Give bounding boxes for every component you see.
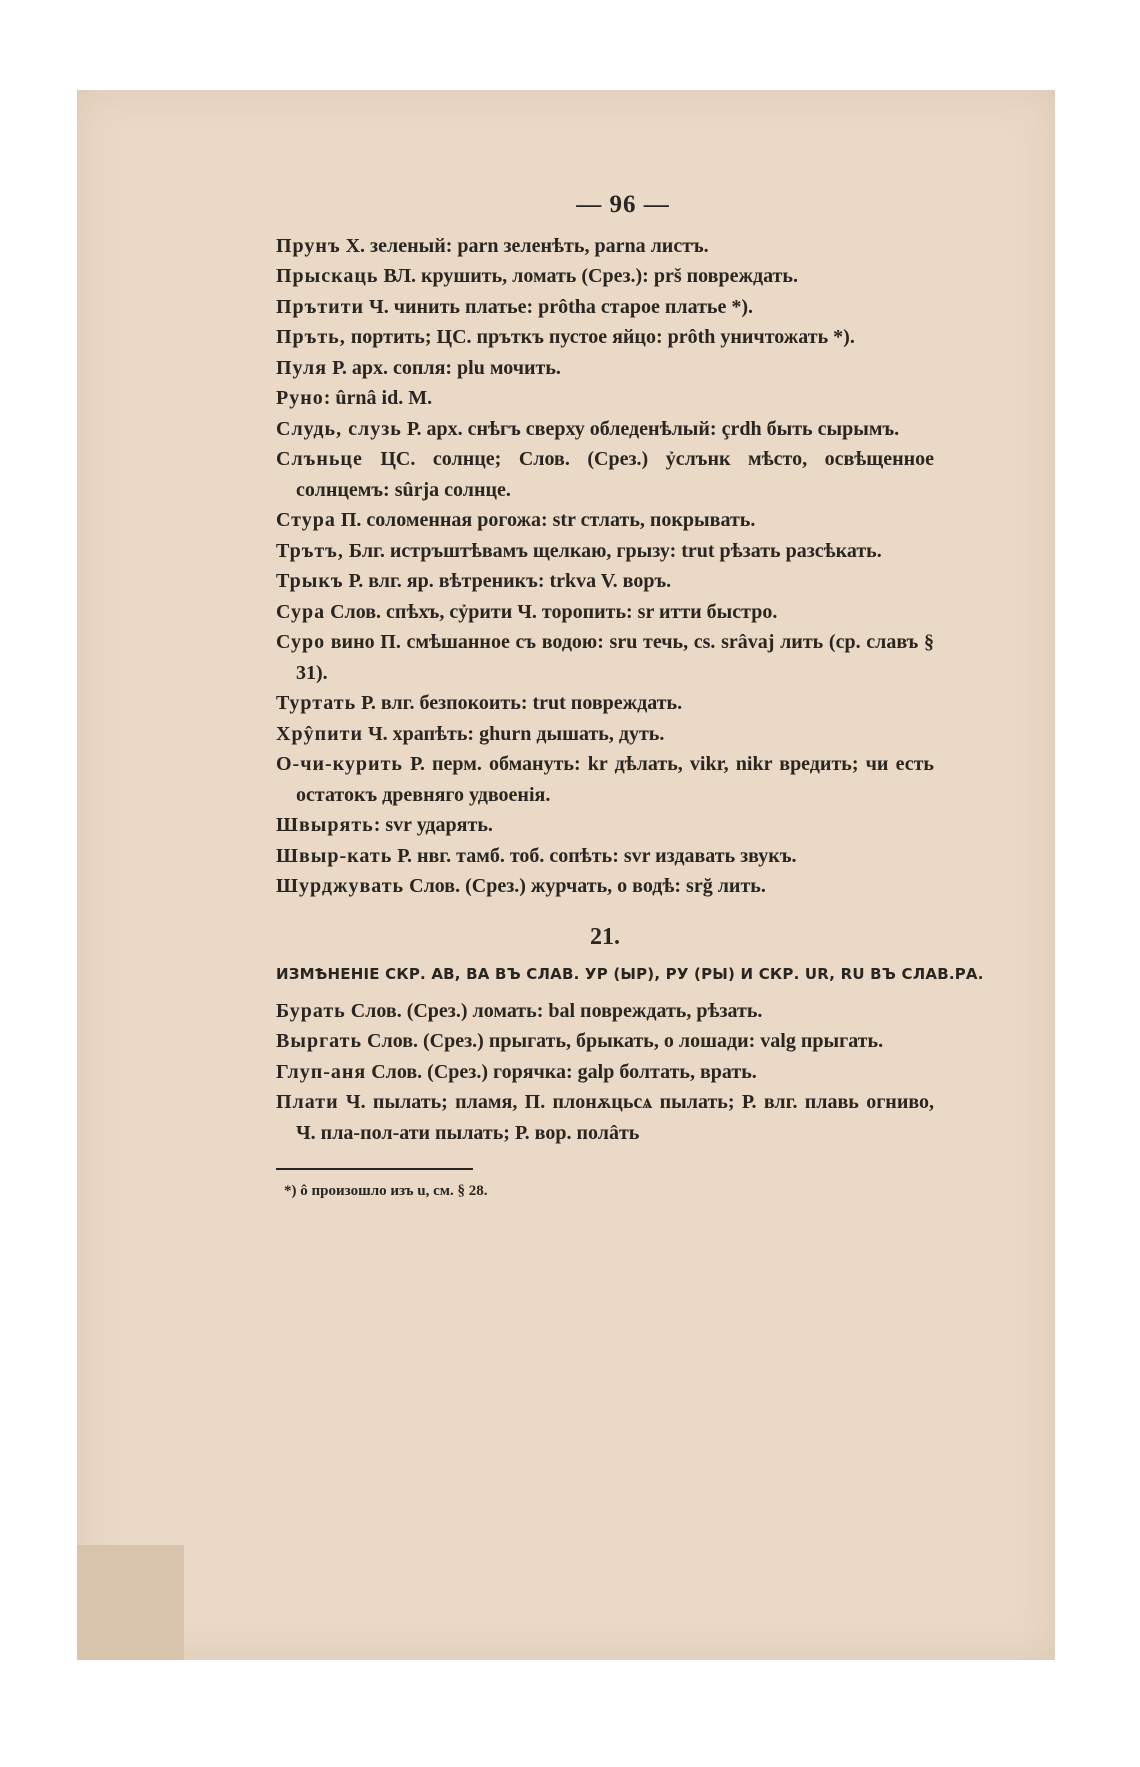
entry-text: Слов. спѣхъ, сỷрити Ч. торопить: sr итти быстро. <box>325 600 778 623</box>
entry-text: Слов. (Срез.) ломать: bal повреждать, рѣзать. <box>345 999 763 1022</box>
entry-text: вино П. смѣшанное съ водою: sru течь, cs. srâvaj лить (ср. славъ § 31). <box>296 631 934 684</box>
entry-text: Слов. (Срез.) журчать, о водѣ: srğ лить. <box>404 875 766 897</box>
entry-headword: Туртать <box>276 692 357 714</box>
dictionary-entry <box>276 1026 934 1057</box>
entry-headword: Слъньце <box>276 448 363 470</box>
dictionary-entry <box>276 353 934 384</box>
entry-headword: Стура <box>276 509 336 531</box>
dictionary-entry <box>276 719 934 750</box>
entry-headword: Пръть, <box>276 326 346 348</box>
entry-headword: Трътъ, <box>276 539 344 562</box>
dictionary-entry <box>276 505 934 536</box>
footnote-divider <box>276 1168 473 1170</box>
entry-headword: Трыкъ <box>276 570 344 592</box>
entry-headword: Швыр-кать <box>276 844 393 867</box>
entry-text: Ч. пылать; пламя, П. плонѫцьсѧ пылать; Р. влг. плавь огниво, Ч. пла-пол-ати пылать; Р. вор. полâть <box>296 1091 934 1144</box>
entry-headword: О-чи-курить <box>276 753 403 775</box>
entry-headword: Сура <box>276 600 326 623</box>
entry-headword: Хрŷпити <box>276 722 363 745</box>
entry-headword: Шурджувать <box>276 875 405 897</box>
entry-text: Слов. (Срез.) горячка: galp болтать, врать. <box>366 1060 757 1083</box>
dictionary-entry <box>276 231 934 262</box>
entry-text: Блг. истръштѣвамъ щелкаю, грызу: trut рѣзать разсѣкать. <box>343 539 882 562</box>
entry-headword: Руно <box>276 387 324 409</box>
dictionary-entry <box>276 871 934 902</box>
dictionary-entry <box>276 1087 934 1148</box>
entry-headword: Швырять <box>276 814 374 836</box>
entry-headword: Слудь, слузь <box>276 417 402 440</box>
entry-text: Р. арх. снѣгъ сверху обледенѣлый: çrdh быть сырымъ. <box>401 417 900 440</box>
entry-headword: Бурать <box>276 999 346 1022</box>
dictionary-entry <box>276 261 934 292</box>
dictionary-entry <box>276 688 934 719</box>
section-title: ИЗМѢНЕНІЕ СКР. АВ, ВА ВЪ СЛАВ. УР (ЫР), РУ (РЫ) И СКР. UR, RU ВЪ СЛАВ.РА. <box>276 964 984 983</box>
entry-text: Ч. храпѣть: ghurn дышать, дуть. <box>362 722 665 745</box>
entry-text: Слов. (Срез.) прыгать, брыкать, о лошади: valg прыгать. <box>362 1030 884 1052</box>
entry-headword: Прътити <box>276 295 365 318</box>
entry-text: Р. арх. сопля: plu мочить. <box>327 356 561 379</box>
section-entry-list <box>276 996 934 1149</box>
dictionary-entry <box>276 627 934 688</box>
dictionary-entry <box>276 566 934 597</box>
entry-text: ЦС. солнце; Слов. (Срез.) ỷслънк мѣсто, освѣщенное солнцемъ: sûrja солнце. <box>296 448 934 501</box>
entry-headword: Плати <box>276 1091 339 1113</box>
entry-text: : svr ударять. <box>373 814 493 836</box>
entry-text: Ч. чинить платье: prôtha старое платье *). <box>364 295 754 318</box>
dictionary-entry <box>276 292 934 323</box>
entry-text: Р. влг. безпокоить: trut повреждать. <box>356 692 683 714</box>
dictionary-entry <box>276 322 934 353</box>
dictionary-entry <box>276 414 934 445</box>
dictionary-entry <box>276 841 934 872</box>
dictionary-entry <box>276 597 934 628</box>
dictionary-entry <box>276 444 934 505</box>
dictionary-entry <box>276 749 934 810</box>
entry-headword: Выргать <box>276 1030 363 1052</box>
dictionary-entry <box>276 536 934 567</box>
entry-headword: Суро <box>276 631 326 653</box>
entry-text: Р. перм. обмануть: kr дѣлать, vikr, nikr вредить; чи есть остатокъ древняго удвоенія. <box>296 753 934 806</box>
entry-list <box>276 231 934 902</box>
section-number: 21. <box>590 923 620 950</box>
entry-text: : ûrnâ id. М. <box>323 387 433 409</box>
entry-text: ВЛ. крушить, ломать (Срез.): prš повреждать. <box>378 265 798 287</box>
dictionary-entry <box>276 383 934 414</box>
dictionary-entry <box>276 996 934 1027</box>
entry-headword: Прунъ <box>276 234 341 257</box>
dictionary-entry <box>276 810 934 841</box>
dictionary-entry <box>276 1057 934 1088</box>
entry-headword: Глуп-аня <box>276 1060 367 1083</box>
entry-text: П. соломенная рогожа: str стлать, покрывать. <box>335 509 756 531</box>
entry-headword: Пуля <box>276 356 328 379</box>
footnote: *) ô произошло изъ u, см. § 28. <box>284 1183 488 1199</box>
page-number: — 96 — <box>576 191 670 218</box>
page-content <box>276 190 984 1202</box>
entry-text: портить; ЦС. пръткъ пустое яйцо: prôth уничтожать *). <box>345 326 855 348</box>
entry-headword: Прыскаць <box>276 265 379 287</box>
page-tab-shadow <box>77 1545 184 1660</box>
entry-text: Р. влг. яр. вѣтреникъ: trkva V. воръ. <box>343 570 672 592</box>
entry-text: Р. нвг. тамб. тоб. сопѣть: svr издавать звукъ. <box>392 844 797 867</box>
entry-text: Х. зеленый: parn зеленѣть, parna листъ. <box>340 234 709 257</box>
